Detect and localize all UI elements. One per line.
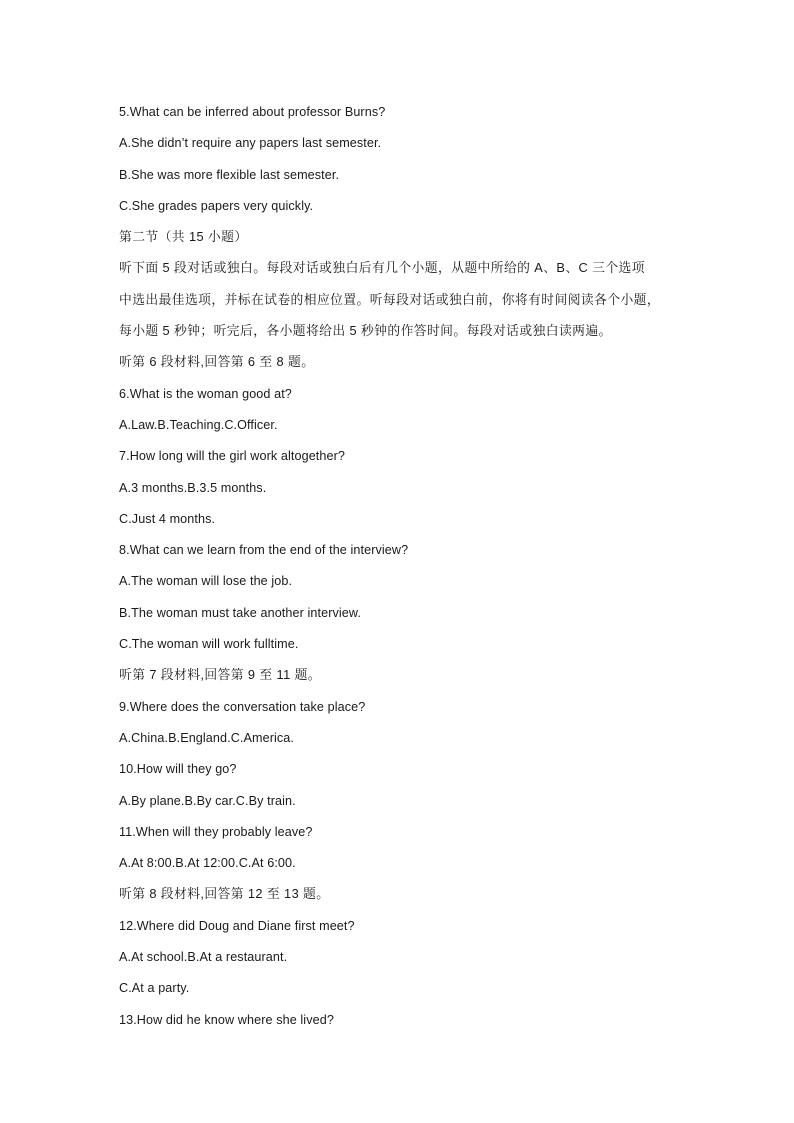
material-6-heading: 听第 6 段材料,回答第 6 至 8 题。 <box>119 354 315 370</box>
instructions-line-2: 中选出最佳选项，并标在试卷的相应位置。听每段对话或独白前，你将有时间阅读各个小题， <box>119 291 661 307</box>
instructions-line-3: 每小题 5 秒钟；听完后，各小题将给出 5 秒钟的作答时间。每段对话或独白读两遍。 <box>119 323 612 339</box>
option-5a: A.She didn’t require any papers last semester. <box>119 136 382 151</box>
instructions-line-1: 听下面 5 段对话或独白。每段对话或独白后有几个小题，从题中所给的 A、B、C 三个选项 <box>119 260 645 276</box>
option-12c: C.At a party. <box>119 981 190 996</box>
options-11: A.At 8:00.B.At 12:00.C.At 6:00. <box>119 856 296 871</box>
document-body <box>119 100 679 1039</box>
options-10: A.By plane.B.By car.C.By train. <box>119 793 296 808</box>
question-9: 9.Where does the conversation take place? <box>119 699 366 714</box>
question-13: 13.How did he know where she lived? <box>119 1012 334 1027</box>
question-8: 8.What can we learn from the end of the interview? <box>119 543 409 558</box>
material-8-heading: 听第 8 段材料,回答第 12 至 13 题。 <box>119 886 330 902</box>
question-12: 12.Where did Doug and Diane first meet? <box>119 918 355 933</box>
question-7: 7.How long will the girl work altogether? <box>119 449 345 464</box>
option-7c: C.Just 4 months. <box>119 511 216 526</box>
options-6: A.Law.B.Teaching.C.Officer. <box>119 417 278 432</box>
section-heading: 第二节（共 15 小题） <box>119 229 248 245</box>
options-9: A.China.B.England.C.America. <box>119 730 294 745</box>
options-12ab: A.At school.B.At a restaurant. <box>119 950 288 965</box>
question-6: 6.What is the woman good at? <box>119 386 292 401</box>
question-10: 10.How will they go? <box>119 762 237 777</box>
material-7-heading: 听第 7 段材料,回答第 9 至 11 题。 <box>119 667 321 683</box>
option-8b: B.The woman must take another interview. <box>119 605 361 620</box>
option-8c: C.The woman will work fulltime. <box>119 637 299 652</box>
option-8a: A.The woman will lose the job. <box>119 574 293 589</box>
option-5b: B.She was more flexible last semester. <box>119 167 340 182</box>
question-11: 11.When will they probably leave? <box>119 824 313 839</box>
question-5: 5.What can be inferred about professor Burns? <box>119 105 386 119</box>
option-5c: C.She grades papers very quickly. <box>119 198 314 213</box>
options-7ab: A.3 months.B.3.5 months. <box>119 480 267 495</box>
